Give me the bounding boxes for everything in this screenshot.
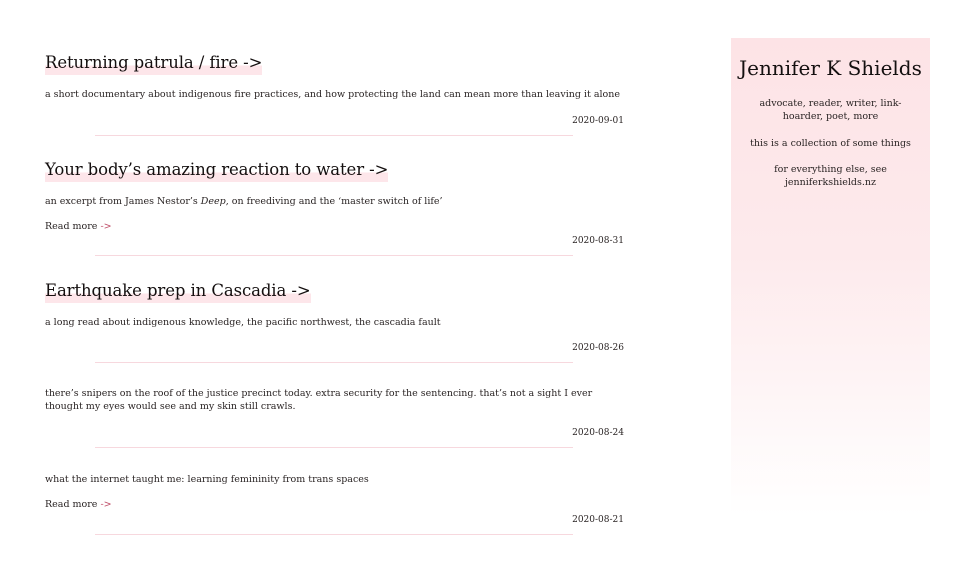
post-item: [45, 157, 627, 279]
post-description: an excerpt from James Nestor’s Deep, on freediving and the ‘master switch of life’: [45, 196, 443, 207]
post-date: 2020-08-31: [572, 236, 624, 246]
read-more-link[interactable]: Read more ->: [45, 499, 112, 510]
post-description: a long read about indigenous knowledge, the pacific northwest, the cascadia fault: [45, 317, 441, 328]
post-divider: [95, 447, 573, 448]
everything-else-note: for everything else, see: [774, 164, 887, 175]
post-item: [45, 50, 627, 172]
post-divider: [95, 362, 573, 363]
post-date: 2020-09-01: [572, 116, 624, 126]
post-divider: [95, 255, 573, 256]
post-date: 2020-08-21: [572, 515, 624, 525]
post-item: [45, 278, 627, 368]
read-more-link[interactable]: Read more ->: [45, 221, 112, 232]
post-date: 2020-08-26: [572, 343, 624, 353]
author-bio: advocate, reader, writer, link-hoarder, poet, more: [759, 98, 902, 122]
post-title-link[interactable]: Returning patrula / fire ->: [45, 52, 262, 75]
post-date: 2020-08-24: [572, 428, 624, 438]
collection-note: this is a collection of some things: [750, 138, 911, 149]
post-description: a short documentary about indigenous fire practices, and how protecting the land can mean more than leaving it alone: [45, 89, 621, 100]
post-description: what the internet taught me: learning femininity from trans spaces: [45, 474, 369, 485]
post-description: there’s snipers on the roof of the justice precinct today. extra security for the sentencing. that’s not a sight I ever thought my eyes would see and my skin still crawls.: [45, 388, 593, 412]
post-divider: [95, 534, 573, 535]
author-sidebar: [731, 38, 930, 516]
author-name[interactable]: Jennifer K Shields: [739, 56, 922, 80]
post-divider: [95, 135, 573, 136]
post-feed: [45, 50, 627, 525]
post-title-link[interactable]: Earthquake prep in Cascadia ->: [45, 280, 311, 303]
post-item: [45, 387, 627, 457]
arrow-right-icon: ->: [100, 499, 112, 510]
post-title-link[interactable]: Your body’s amazing reaction to water ->: [45, 159, 388, 182]
post-item: [45, 473, 627, 543]
website-link[interactable]: jenniferkshields.nz: [784, 177, 877, 188]
arrow-right-icon: ->: [100, 221, 112, 232]
